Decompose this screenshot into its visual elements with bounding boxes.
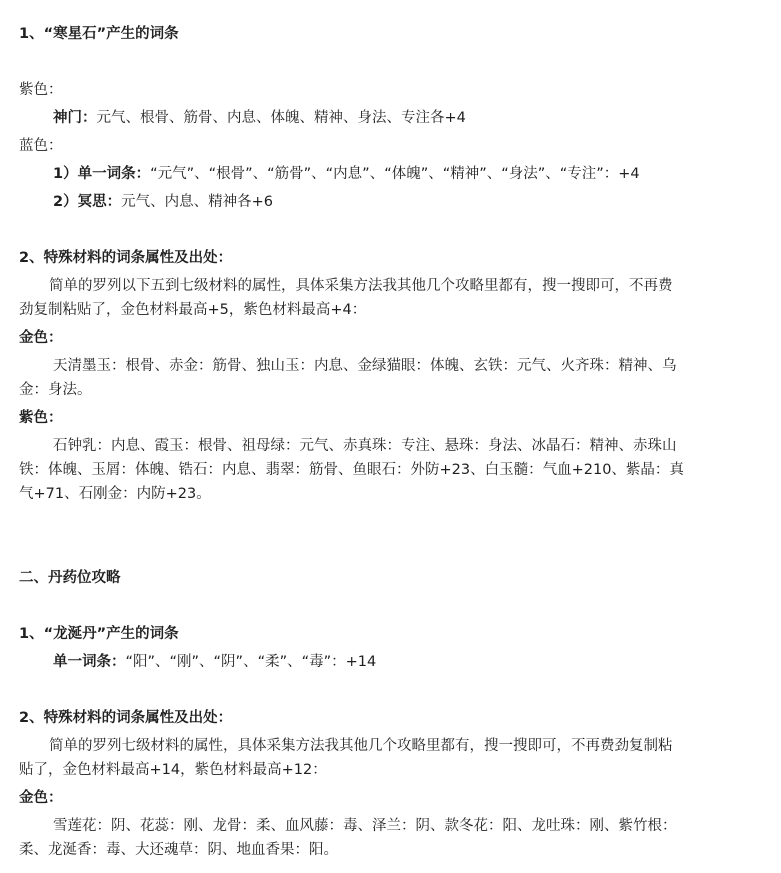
shenmen-key: 神门： (53, 110, 97, 126)
gold-label: 金色： (19, 330, 63, 346)
part-title-danyao: 二、丹药位攻略 (19, 570, 121, 586)
purple-label: 紫色： (19, 82, 63, 98)
gold-label: 金色： (19, 790, 63, 806)
shenmen-line (53, 108, 466, 128)
purple-materials-line: 铁：体魄、玉屑：体魄、锆石：内息、翡翠：筋骨、鱼眼石：外防+23、白玉髓：气血+210、紫晶：真 (19, 462, 684, 478)
single-entry-key: 1）单一词条： (53, 166, 151, 182)
single-entry-line (53, 652, 376, 672)
section-title-longxiandan: 1、“龙涎丹”产生的词条 (19, 626, 179, 642)
shenmen-value: 元气、根骨、筋骨、内息、体魄、精神、身法、专注各+4 (96, 110, 466, 126)
paragraph-line: 简单的罗列以下五到七级材料的属性，具体采集方法我其他几个攻略里都有，搜一搜即可，不再费 (49, 278, 673, 294)
purple-label: 紫色： (19, 410, 63, 426)
section-title-special-materials: 2、特殊材料的词条属性及出处： (19, 710, 233, 726)
paragraph-line: 简单的罗列七级材料的属性，具体采集方法我其他几个攻略里都有，搜一搜即可，不再费劲复制粘 (49, 738, 673, 754)
mingsi-key: 2）冥思： (53, 194, 122, 210)
section-title-special-materials: 2、特殊材料的词条属性及出处： (19, 250, 233, 266)
mingsi-value: 元气、内息、精神各+6 (121, 194, 273, 210)
gold-materials-line: 金：身法。 (19, 382, 92, 398)
single-entry-value: “阳”、“刚”、“阴”、“柔”、“毒”：+14 (125, 654, 377, 670)
purple-materials-line: 气+71、石刚金：内防+23。 (19, 486, 211, 502)
paragraph-line: 贴了，金色材料最高+14，紫色材料最高+12： (19, 762, 327, 778)
section-title-hanxingshi: 1、“寒星石”产生的词条 (19, 26, 179, 42)
gold-herbs-line: 柔、龙涎香：毒、大还魂草：阴、地血香果：阳。 (19, 842, 338, 858)
gold-materials-line: 天清墨玉：根骨、赤金：筋骨、独山玉：内息、金绿猫眼：体魄、玄铁：元气、火齐珠：精神、乌 (53, 358, 677, 374)
single-entry-line (53, 164, 640, 184)
purple-materials-line: 石钟乳：内息、霞玉：根骨、祖母绿：元气、赤真珠：专注、悬珠：身法、冰晶石：精神、赤珠山 (53, 438, 677, 454)
mingsi-line (53, 192, 273, 212)
paragraph-line: 劲复制粘贴了，金色材料最高+5，紫色材料最高+4： (19, 302, 367, 318)
blue-label: 蓝色： (19, 138, 63, 154)
single-entry-value: “元气”、“根骨”、“筋骨”、“内息”、“体魄”、“精神”、“身法”、“专注”：+4 (150, 166, 640, 182)
gold-herbs-line: 雪莲花：阴、花蕊：刚、龙骨：柔、血风藤：毒、泽兰：阴、款冬花：阳、龙吐珠：刚、紫竹根： (53, 818, 677, 834)
single-entry-key: 单一词条： (53, 654, 126, 670)
